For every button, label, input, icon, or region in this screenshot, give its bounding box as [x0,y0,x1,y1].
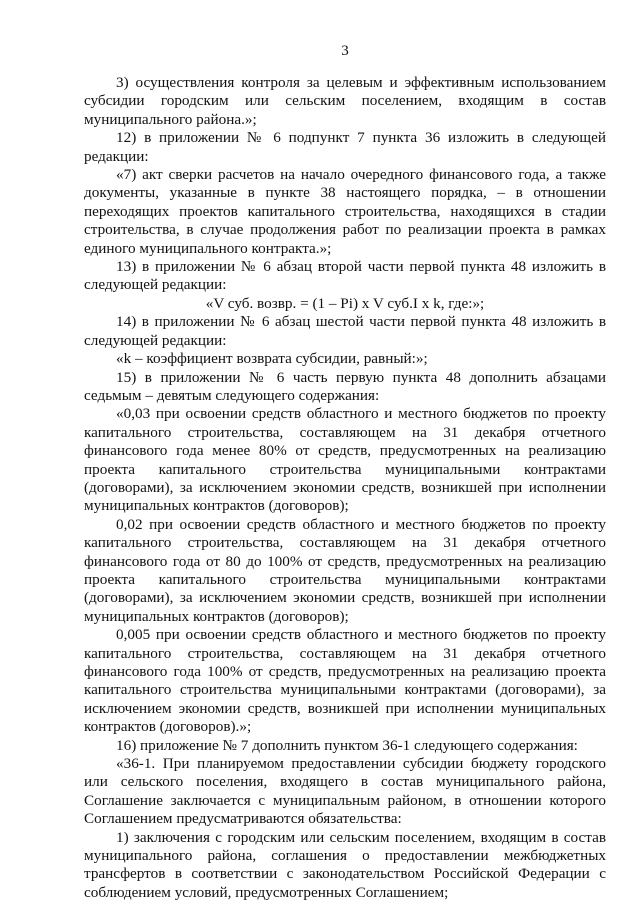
paragraph-coef-0005: 0,005 при освоении средств областного и местного бюджетов по проекту капитального строительства, составляющем на 31 декабря отчетного финансового года 100% от средств, предусмотренных на реализацию проекта капитального строительства муниципальными контрактами (договорами), за исключением экономии средств, возникшей при исполнении муниципальных контрактов (договоров).»; [84,626,606,736]
paragraph-coefficient-k: «k – коэффициент возврата субсидии, равный:»; [116,350,428,368]
page-number: 3 [341,43,349,59]
paragraph-quote-36-1: «36-1. При планируемом предоставлении субсидии бюджету городского или сельского поселения, входящего в состав муниципального района, Соглашение заключается с муниципальным районом, в отношении которого Соглашением предусматриваются обязательства: [84,755,606,828]
paragraph-coef-002: 0,02 при освоении средств областного и местного бюджетов по проекту капитального строительства, составляющем на 31 декабря отчетного финансового года от 80 до 100% от средств, предусмотренных на реализацию проекта капитального строительства муниципальными контрактами (договорами), за исключением экономии средств, возникшей при исполнении муниципальных контрактов (договоров); [84,515,606,625]
paragraph-coef-003: «0,03 при освоении средств областного и местного бюджетов по проекту капитального строительства, составляющем на 31 декабря отчетного финансового года менее 80% от средств, предусмотренных на реализацию проекта капитального строительства муниципальными контрактами (договорами), за исключением экономии средств, возникшей при исполнении муниципальных контрактов (договоров); [84,405,606,515]
paragraph-item-13: 13) в приложении № 6 абзац второй части первой пункта 48 изложить в следующей редакции: [84,258,606,294]
paragraph-item-16: 16) приложение № 7 дополнить пунктом 36-1 следующего содержания: [116,736,578,754]
paragraph-item-14: 14) в приложении № 6 абзац шестой части первой пункта 48 изложить в следующей редакции: [84,313,606,349]
formula-line: «V суб. возвр. = (1 – Pi) x V суб.I x k, где:»; [205,294,485,312]
paragraph-item-3: 3) осуществления контроля за целевым и эффективным использованием субсидии городским или сельским поселением, входящим в состав муниципального района.»; [84,74,606,128]
paragraph-item-12: 12) в приложении № 6 подпункт 7 пункта 36 изложить в следующей редакции: [84,129,606,165]
paragraph-obligation-1: 1) заключения с городским или сельским поселением, входящим в состав муниципального района, соглашения о предоставлении межбюджетных трансфертов в соответствии с законодательством Российской Федерации с соблюдением условий, предусмотренных Соглашением; [84,828,606,901]
paragraph-item-15: 15) в приложении № 6 часть первую пункта 48 дополнить абзацами седьмым – девятым следующего содержания: [84,368,606,404]
paragraph-quote-item-7: «7) акт сверки расчетов на начало очередного финансового года, а также документы, указанные в пункте 38 настоящего порядка, – в отношении переходящих проектов капитального строительства, находящихся в стадии строительства, в случае продолжения работ по реализации проекта в рамках единого муниципального контракта.»; [84,166,606,257]
